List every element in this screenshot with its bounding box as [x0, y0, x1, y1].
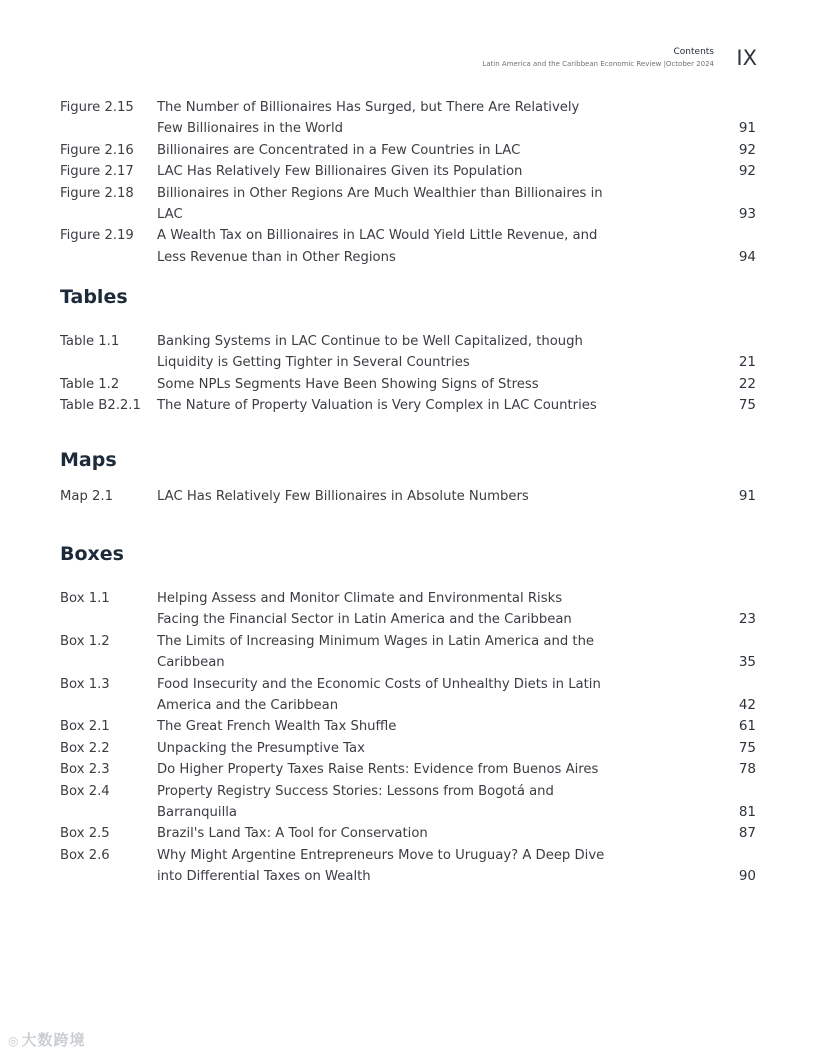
entry-title: Some NPLs Segments Have Been Showing Signs of Stress [157, 376, 539, 392]
toc-entry[interactable] [60, 759, 756, 780]
entry-label: Box 2.2 [60, 740, 110, 756]
tables-section [60, 286, 756, 417]
entry-title: Do Higher Property Taxes Raise Rents: Evidence from Buenos Aires [157, 762, 599, 778]
boxes-section [60, 543, 756, 888]
toc-entry[interactable] [60, 374, 756, 395]
entry-label: Box 1.2 [60, 633, 110, 649]
toc-entry[interactable] [60, 738, 756, 759]
entry-title: Banking Systems in LAC Continue to be Well Capitalized, though Liquidity is Getting Tighter in Several Countries [157, 334, 583, 371]
toc-entry[interactable] [60, 161, 756, 182]
entry-page: 94 [738, 248, 756, 265]
entry-title: LAC Has Relatively Few Billionaires Given its Population [157, 164, 523, 180]
toc-entry[interactable] [60, 845, 756, 888]
header-report-subtitle: Latin America and the Caribbean Economic Review |October 2024 [482, 60, 714, 68]
entry-title: The Great French Wealth Tax Shuffle [157, 719, 397, 735]
toc-entry[interactable] [60, 716, 756, 737]
entry-title: Billionaires are Concentrated in a Few Countries in LAC [157, 142, 521, 158]
entry-label: Map 2.1 [60, 489, 113, 504]
toc-entry[interactable] [60, 674, 756, 717]
toc-entry[interactable] [60, 781, 756, 824]
toc-entry[interactable] [60, 631, 756, 674]
entry-title: Billionaires in Other Regions Are Much Wealthier than Billionaires in LAC [157, 185, 603, 223]
entry-page: 75 [738, 397, 756, 414]
entry-title: A Wealth Tax on Billionaires in LAC Would Yield Little Revenue, and Less Revenue than in Other Regions [157, 228, 598, 265]
entry-label: Table 1.1 [60, 334, 120, 349]
entry-label: Box 2.1 [60, 719, 110, 735]
entry-label: Box 2.4 [60, 783, 110, 799]
toc-entry[interactable] [60, 395, 756, 416]
entry-title: Food Insecurity and the Economic Costs of Unhealthy Diets in Latin America and the Caribbean [157, 676, 601, 714]
entry-page: 87 [738, 825, 756, 842]
entry-page: 75 [738, 739, 756, 756]
tables-heading: Tables [60, 286, 128, 308]
entry-title: Unpacking the Presumptive Tax [157, 740, 365, 756]
entry-title: Brazil's Land Tax: A Tool for Conservation [157, 826, 428, 842]
toc-entry[interactable] [60, 588, 756, 631]
entry-page: 81 [738, 804, 756, 821]
entry-label: Box 1.3 [60, 676, 110, 692]
entry-page: 22 [738, 375, 756, 392]
entry-label: Box 2.5 [60, 826, 110, 842]
entry-title: LAC Has Relatively Few Billionaires in Absolute Numbers [157, 489, 529, 504]
entry-page: 91 [738, 488, 756, 504]
figures-section [60, 97, 756, 268]
entry-label: Table B2.2.1 [60, 398, 141, 414]
header-page-number: IX [736, 46, 757, 70]
entry-page: 92 [738, 141, 756, 158]
watermark-text: 大数跨境 [21, 1031, 86, 1049]
entry-label: Table 1.2 [60, 376, 120, 392]
toc-entry[interactable] [60, 823, 756, 844]
toc-entry[interactable] [60, 140, 756, 161]
entry-page: 78 [738, 761, 756, 778]
watermark [8, 1029, 86, 1050]
toc-entry[interactable] [60, 331, 756, 374]
maps-heading: Maps [60, 449, 117, 471]
entry-page: 61 [738, 718, 756, 735]
entry-title: The Nature of Property Valuation is Very Complex in LAC Countries [157, 398, 597, 414]
watermark-logo-icon: ◎ [8, 1034, 20, 1048]
maps-section [60, 449, 756, 507]
toc-entry[interactable] [60, 225, 756, 268]
entry-label: Box 2.6 [60, 847, 110, 863]
entry-title: The Limits of Increasing Minimum Wages in Latin America and the Caribbean [157, 633, 595, 671]
entry-title: Why Might Argentine Entrepreneurs Move to Uruguay? A Deep Dive into Differential Taxes on Wealth [157, 847, 605, 885]
entry-page: 93 [738, 206, 756, 223]
page-header [0, 44, 816, 84]
entry-page: 21 [738, 354, 756, 371]
entry-label: Figure 2.15 [60, 100, 134, 115]
toc-entry[interactable] [60, 183, 756, 226]
entry-page: 90 [738, 868, 756, 885]
boxes-heading: Boxes [60, 543, 124, 565]
toc-entry[interactable] [60, 486, 756, 507]
toc-entry[interactable] [60, 97, 756, 140]
entry-title: Helping Assess and Monitor Climate and Environmental Risks Facing the Financial Sector in Latin America and the Caribbean [157, 591, 572, 628]
entry-label: Box 1.1 [60, 591, 110, 606]
entry-page: 42 [738, 697, 756, 714]
entry-page: 91 [738, 120, 756, 137]
entry-page: 92 [738, 163, 756, 180]
entry-label: Figure 2.18 [60, 185, 134, 201]
entry-label: Box 2.3 [60, 762, 110, 778]
entry-label: Figure 2.16 [60, 142, 134, 158]
header-section-title: Contents [673, 47, 714, 57]
entry-page: 35 [738, 654, 756, 671]
entry-title: The Number of Billionaires Has Surged, but There Are Relatively Few Billionaires in the World [157, 100, 580, 137]
entry-page: 23 [738, 611, 756, 628]
entry-title: Property Registry Success Stories: Lessons from Bogotá and Barranquilla [157, 783, 554, 821]
entry-label: Figure 2.19 [60, 228, 134, 244]
entry-label: Figure 2.17 [60, 164, 134, 180]
